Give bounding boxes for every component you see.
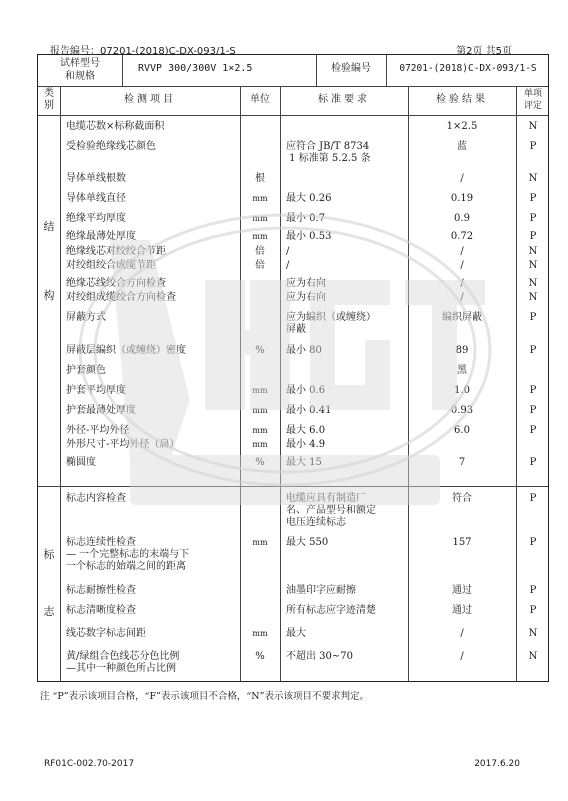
- item-name: 导体单线根数: [66, 173, 126, 184]
- item-name: 导体单线直径: [66, 193, 126, 204]
- item-verdict: P: [529, 231, 537, 242]
- item-name: 护套最薄处厚度: [66, 405, 136, 416]
- col-verdict: 单项 评定: [523, 89, 542, 111]
- item-name: 标志清晰度检查: [66, 605, 136, 616]
- form-date: 2017.6.20: [474, 759, 520, 769]
- item-verdict: P: [529, 585, 537, 596]
- item-unit: mm: [252, 232, 268, 241]
- item-requirement: 电缆应具有制造厂 名、产品型号和额定 电压连续标志: [286, 493, 376, 528]
- item-unit: mm: [252, 426, 268, 435]
- table-row: [38, 628, 548, 646]
- item-result: 0.93: [450, 405, 474, 416]
- item-verdict: P: [529, 537, 537, 548]
- item-unit: %: [255, 345, 265, 356]
- item-result: /: [460, 292, 464, 303]
- item-requirement: 应符合 JB/T 8734 1 标准第 5.2.5 条: [286, 141, 371, 164]
- item-result: /: [460, 651, 464, 662]
- item-unit: mm: [252, 214, 268, 223]
- item-requirement: 最大: [286, 628, 306, 639]
- table-row: [38, 385, 548, 403]
- category-marking: 标 志: [43, 548, 55, 618]
- table-row: [38, 231, 548, 247]
- item-requirement: 所有标志应字迹清楚: [286, 605, 376, 616]
- model-value: RVVP 300/300V 1×2.5: [138, 63, 253, 74]
- item-verdict: P: [529, 605, 537, 616]
- legend-note: 注 “P”表示该项目合格，“F”表示该项目不合格，“N”表示该项目不要求判定。: [40, 691, 369, 702]
- item-requirement: 最大 15: [286, 457, 322, 468]
- inspection-table: [37, 54, 549, 682]
- item-verdict: P: [529, 345, 537, 356]
- item-verdict: P: [529, 405, 537, 416]
- item-result: 7: [458, 457, 466, 468]
- table-row: [38, 141, 548, 171]
- item-result: 0.72: [450, 231, 474, 242]
- item-name: 标志内容检查: [66, 493, 126, 504]
- item-name: 屏蔽方式: [66, 312, 106, 323]
- item-result: 编织屏蔽: [442, 312, 482, 323]
- item-unit: mm: [252, 194, 268, 203]
- table-row: [38, 537, 548, 581]
- table-row: [38, 457, 548, 475]
- item-result: 通过: [452, 605, 472, 616]
- item-name: 标志连续性检查 — 一个完整标志的末端与下 一个标志的始端之间的距离: [66, 537, 190, 572]
- item-verdict: P: [529, 193, 537, 204]
- item-name: 外形尺寸-平均外径（扁）: [66, 439, 180, 450]
- item-result: /: [460, 628, 464, 639]
- item-verdict: P: [529, 312, 537, 323]
- item-result: /: [460, 260, 464, 271]
- item-result: 0.19: [450, 193, 474, 204]
- table-row: [38, 121, 548, 139]
- item-unit: mm: [252, 406, 268, 415]
- item-result: /: [460, 246, 464, 257]
- item-requirement: 应为右向: [286, 278, 326, 289]
- item-requirement: 油墨印字应耐擦: [286, 585, 356, 596]
- item-name: 护套颜色: [66, 365, 106, 376]
- col-result: 检验结果: [436, 94, 488, 105]
- report-number: 报告编号：07201-(2018)C-DX-093/1-S: [50, 46, 236, 57]
- item-name: 绝缘线芯对绞绞合节距: [66, 246, 166, 257]
- item-name: 绝缘芯线绞合方向检查: [66, 278, 166, 289]
- item-name: 护套平均厚度: [66, 385, 126, 396]
- item-verdict: N: [528, 173, 538, 184]
- item-requirement: 最小 0.7: [286, 213, 326, 224]
- item-name: 标志耐擦性检查: [66, 585, 136, 596]
- item-result: /: [460, 278, 464, 289]
- col-unit: 单位: [250, 94, 270, 105]
- item-requirement: 最大 0.26: [286, 193, 332, 204]
- item-result: 通过: [452, 585, 472, 596]
- form-number: RF01C-002.70-2017: [44, 759, 135, 769]
- table-row: [38, 246, 548, 260]
- item-verdict: N: [528, 246, 538, 257]
- item-unit: mm: [252, 386, 268, 395]
- item-verdict: P: [529, 425, 537, 436]
- table-row: [38, 278, 548, 292]
- table-row: [38, 439, 548, 453]
- table-row: [38, 425, 548, 439]
- item-unit: 根: [255, 173, 265, 184]
- col-item: 检测项目: [124, 94, 176, 105]
- item-verdict: P: [529, 213, 537, 224]
- item-name: 椭圆度: [66, 457, 96, 468]
- item-result: 黑: [457, 365, 467, 376]
- item-unit: %: [255, 457, 265, 468]
- table-row: [38, 585, 548, 603]
- table-row: [38, 651, 548, 681]
- item-name: 受检验绝缘线芯颜色: [66, 141, 156, 152]
- item-result: /: [460, 173, 464, 184]
- item-result: 蓝: [457, 141, 467, 152]
- inspection-no-label: 检验编号: [331, 63, 371, 74]
- item-requirement: 不超出 30~70: [286, 651, 354, 662]
- table-row: [38, 605, 548, 623]
- item-result: 符合: [452, 493, 472, 504]
- item-result: 0.9: [454, 213, 470, 224]
- item-result: 1.0: [454, 385, 470, 396]
- item-verdict: P: [529, 457, 537, 468]
- item-result: 1×2.5: [446, 121, 478, 132]
- item-name: 电缆芯数×标称截面积: [66, 121, 165, 132]
- table-row: [38, 173, 548, 191]
- table-row: [38, 345, 548, 363]
- item-verdict: N: [528, 121, 538, 132]
- item-verdict: N: [528, 278, 538, 289]
- item-name: 屏蔽层编织（或缠绕）密度: [66, 345, 186, 356]
- item-name: 黄/绿组合色线芯分色比例 —其中一种颜色所占比例: [66, 651, 180, 674]
- item-requirement: 最大 550: [286, 537, 329, 548]
- item-name: 线芯数字标志间距: [66, 628, 146, 639]
- item-requirement: 应为右向: [286, 292, 326, 303]
- item-requirement: 最小 80: [286, 345, 322, 356]
- item-name: 外径-平均外径: [66, 425, 130, 436]
- item-unit: 倍: [255, 260, 265, 271]
- item-requirement: 最小 0.53: [286, 231, 332, 242]
- item-requirement: 应为编织（或缠绕） 屏蔽: [286, 312, 376, 335]
- item-unit: mm: [252, 440, 268, 449]
- inspection-no-value: 07201-(2018)C-DX-093/1-S: [399, 63, 537, 74]
- table-row: [38, 405, 548, 423]
- table-row: [38, 312, 548, 342]
- item-verdict: N: [528, 651, 538, 662]
- table-row: [38, 292, 548, 306]
- item-name: 绝缘平均厚度: [66, 213, 126, 224]
- table-row: [38, 493, 548, 533]
- item-verdict: N: [528, 260, 538, 271]
- table-row: [38, 260, 548, 274]
- item-verdict: P: [529, 493, 537, 504]
- item-name: 对绞组绞合成缆节距: [66, 260, 156, 271]
- item-unit: %: [255, 651, 265, 662]
- item-unit: 倍: [255, 246, 265, 257]
- item-unit: mm: [252, 538, 268, 547]
- table-row: [38, 193, 548, 211]
- col-category: 类 别: [44, 88, 54, 111]
- item-verdict: P: [529, 141, 537, 152]
- item-result: 6.0: [454, 425, 470, 436]
- item-requirement: /: [286, 260, 290, 271]
- model-label: 试样型号 和规格: [60, 58, 100, 82]
- item-result: 157: [452, 537, 472, 548]
- table-row: [38, 213, 548, 231]
- col-requirement: 标准要求: [318, 94, 370, 105]
- item-unit: mm: [252, 629, 268, 638]
- item-verdict: N: [528, 292, 538, 303]
- category-structure: 结 构: [43, 220, 55, 302]
- table-row: [38, 365, 548, 383]
- item-name: 对绞组成缆绞合方向检查: [66, 292, 176, 303]
- item-result: 89: [455, 345, 469, 356]
- item-requirement: /: [286, 246, 290, 257]
- page-info: 第2页 共5页: [456, 46, 512, 57]
- item-requirement: 最大 6.0: [286, 425, 326, 436]
- item-name: 绝缘最薄处厚度: [66, 231, 136, 242]
- item-verdict: N: [528, 628, 538, 639]
- item-requirement: 最小 0.41: [286, 405, 332, 416]
- item-requirement: 最小 4.9: [286, 439, 326, 450]
- item-requirement: 最小 0.6: [286, 385, 326, 396]
- item-verdict: P: [529, 385, 537, 396]
